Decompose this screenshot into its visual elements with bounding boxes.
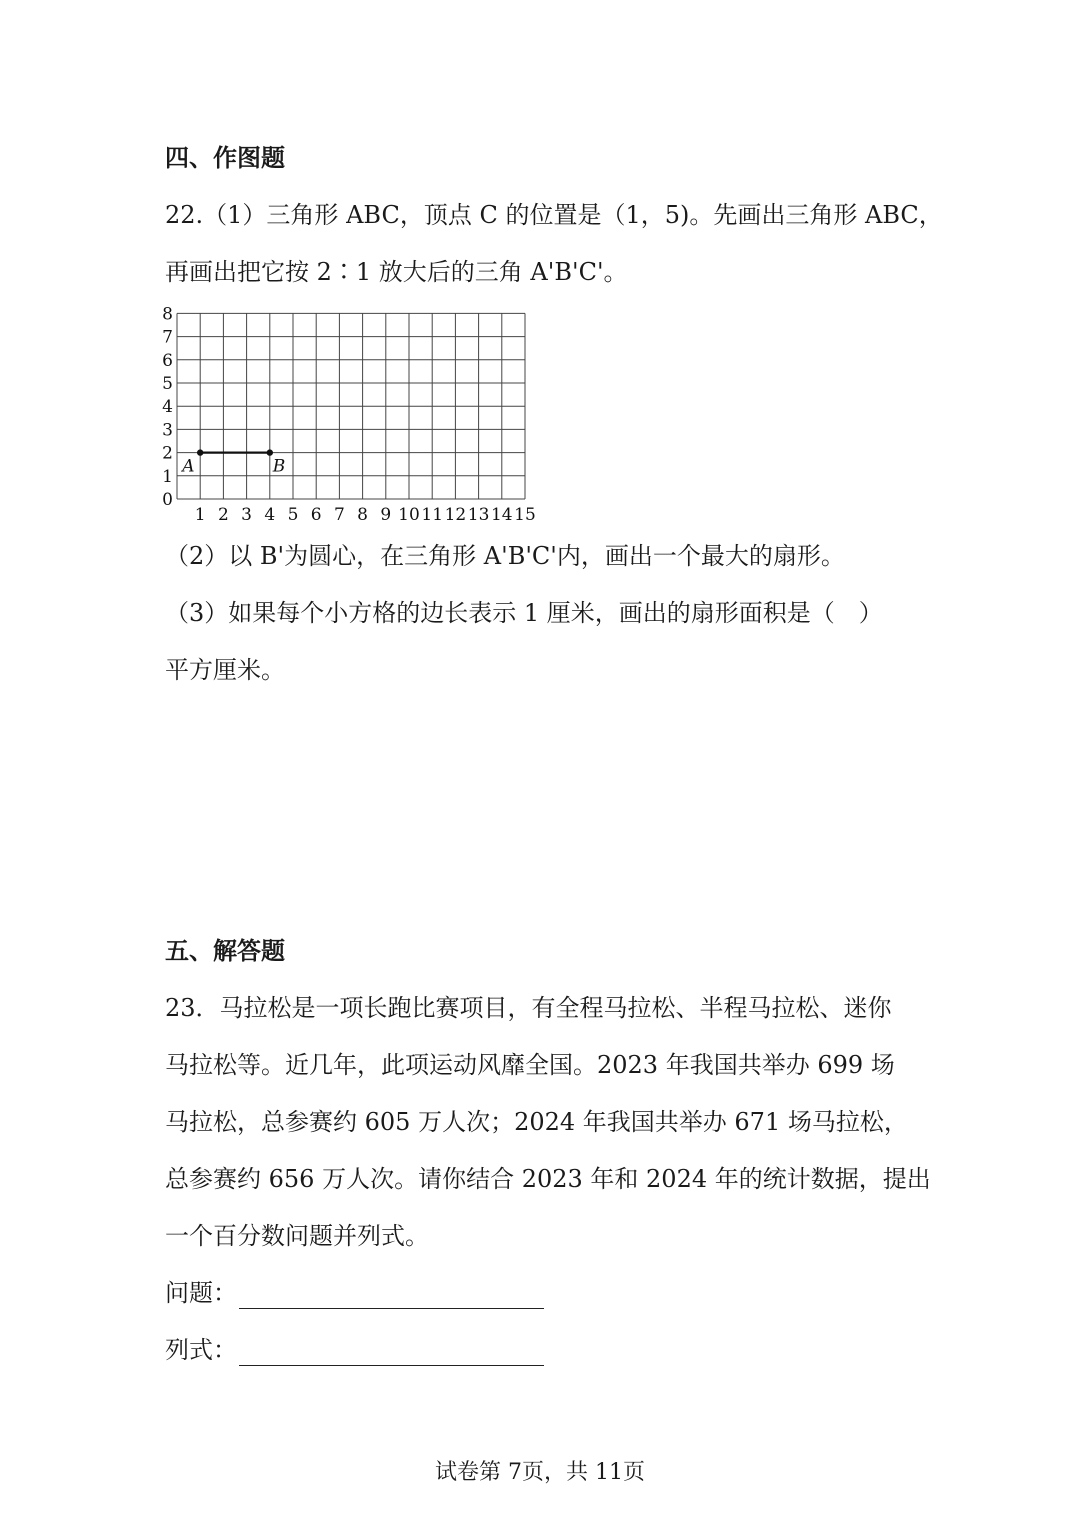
y-tick-label: 4 xyxy=(162,397,173,418)
q23-line-2: 马拉松等。近几年，此项运动风靡全国。2023 年我国共举办 699 场 xyxy=(165,1051,895,1079)
x-tick-label: 13 xyxy=(467,505,490,525)
x-tick-label: 12 xyxy=(444,505,467,525)
point-a xyxy=(197,449,203,455)
y-tick-label: 3 xyxy=(162,420,173,441)
section-4-title: 四、作图题 xyxy=(165,143,285,172)
x-tick-label: 14 xyxy=(490,505,513,525)
section-5-title: 五、解答题 xyxy=(165,936,285,965)
y-tick-label: 6 xyxy=(162,350,173,371)
x-tick-label: 6 xyxy=(310,505,322,525)
x-tick-label: 8 xyxy=(357,505,369,525)
question-answer-blank[interactable] xyxy=(239,1282,544,1309)
x-tick-label: 3 xyxy=(241,505,253,525)
question-label: 问题： xyxy=(165,1279,237,1307)
y-tick-label: 2 xyxy=(162,443,173,464)
formula-answer-blank[interactable] xyxy=(239,1339,544,1366)
q22-part-3-line-2: 平方厘米。 xyxy=(165,656,285,684)
y-axis-labels xyxy=(162,304,173,510)
x-tick-label: 2 xyxy=(217,505,229,525)
q23-line-3: 马拉松，总参赛约 605 万人次；2024 年我国共举办 671 场马拉松， xyxy=(165,1108,908,1136)
x-tick-label: 4 xyxy=(264,505,276,525)
q22-part-2: （2）以 B'为圆心，在三角形 A'B'C'内，画出一个最大的扇形。 xyxy=(165,542,845,570)
y-tick-label: 7 xyxy=(162,327,173,348)
x-tick-label: 7 xyxy=(333,505,345,525)
q22-part-3-line-1: （3）如果每个小方格的边长表示 1 厘米，画出的扇形面积是（ ） xyxy=(165,599,883,627)
question-answer-row xyxy=(165,1277,544,1309)
x-tick-label: 9 xyxy=(380,505,392,525)
q23-line-5: 一个百分数问题并列式。 xyxy=(165,1222,429,1250)
q22-line-2: 再画出把它按 2∶1 放大后的三角 A'B'C'。 xyxy=(165,258,628,286)
point-a-label: A xyxy=(182,456,195,477)
y-tick-label: 0 xyxy=(162,490,173,510)
x-tick-label: 5 xyxy=(287,505,299,525)
point-b xyxy=(267,449,273,455)
y-tick-label: 1 xyxy=(162,466,173,487)
x-tick-label: 11 xyxy=(421,505,444,525)
x-tick-label: 1 xyxy=(194,505,206,525)
y-tick-label: 5 xyxy=(162,374,173,394)
grid-lines xyxy=(177,313,525,499)
q23-line-4: 总参赛约 656 万人次。请你结合 2023 年和 2024 年的统计数据，提出 xyxy=(165,1165,931,1193)
point-b-label: B xyxy=(272,456,286,477)
q23-line-1: 23．马拉松是一项长跑比赛项目，有全程马拉松、半程马拉松、迷你 xyxy=(165,994,892,1022)
formula-answer-row xyxy=(165,1334,544,1366)
page-footer: 试卷第 7页，共 11页 xyxy=(435,1460,645,1485)
q22-line-1: 22.（1）三角形 ABC，顶点 C 的位置是（1，5)。先画出三角形 ABC， xyxy=(165,201,943,229)
formula-label: 列式： xyxy=(165,1336,237,1364)
y-tick-label: 8 xyxy=(162,304,173,325)
x-tick-label: 10 xyxy=(398,505,420,525)
x-axis-labels xyxy=(195,505,536,525)
coordinate-grid xyxy=(150,300,550,525)
x-tick-label: 15 xyxy=(514,505,536,525)
